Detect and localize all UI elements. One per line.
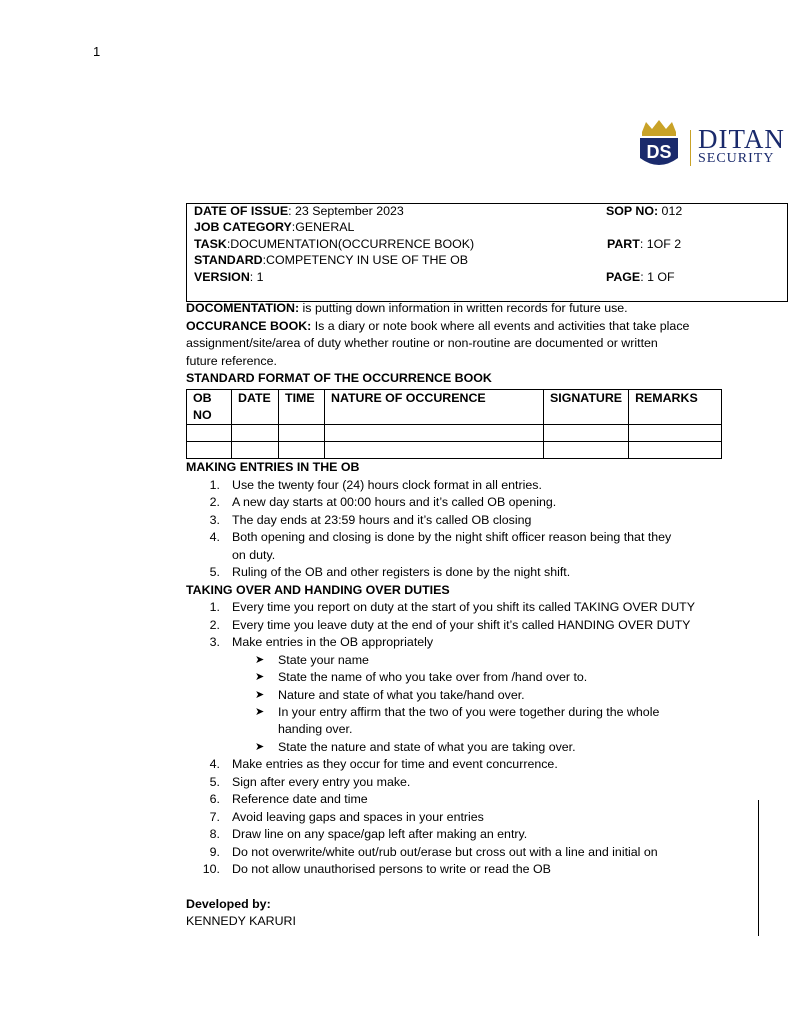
occurrence-book-definition-line-2: assignment/site/area of duty whether routine or non-routine are documented or written (186, 336, 658, 350)
sop-number: SOP NO: 012 (606, 204, 683, 218)
handing-over-heading: TAKING OVER AND HANDING OVER DUTIES (186, 583, 450, 597)
col-date: DATE (232, 390, 279, 425)
date-of-issue: DATE OF ISSUE: 23 September 2023 (194, 204, 404, 218)
table-title: STANDARD FORMAT OF THE OCCURRENCE BOOK (186, 371, 492, 385)
arrow-bullet-icon: ➤ (255, 654, 265, 666)
making-entries-heading: MAKING ENTRIES IN THE OB (186, 460, 360, 474)
col-nature: NATURE OF OCCURENCE (325, 390, 544, 425)
page-number: 1 (93, 44, 101, 59)
arrow-bullet-icon: ➤ (255, 706, 265, 718)
crown-shield-icon (636, 118, 682, 172)
arrow-bullet-icon: ➤ (255, 689, 265, 701)
col-signature: SIGNATURE (544, 390, 629, 425)
company-logo (636, 118, 785, 174)
col-ob-no: OB NO (187, 390, 232, 425)
ob-format-table (186, 389, 722, 459)
arrow-bullet-icon: ➤ (255, 671, 265, 683)
developer-name: KENNEDY KARURI (186, 914, 296, 928)
logo-name: DITAN (698, 124, 785, 154)
document-page: 1 DS DITAN SECURITY DATE OF ISSUE: 23 September 2023 SOP NO: 012 JOB CATEGORY:GENERAL TASK:DOCUMENTATION(OCCURRENCE BOOK) PART: 1OF 2 STANDARD:COMPETENCY IN USE OF THE OB VERSION: 1 PAGE: 1 OF DOCOMENTATION: is putting down information in written records for future use. OCCURANCE BOOK: Is a diary or note book where all events and activities that take place assignment/site/area of duty whether routine or non-routine are documented or written future reference. STANDARD FORMAT OF THE OCCURRENCE BOOK OB NO DATE TIME NATURE OF OCCURENCE SIGNATURE REMARKS MAKING ENTRIES IN THE OB 1. Use the twenty four (24) hours clock format in all entries. 2. A new day starts at 00:00 hours and it’s called OB opening. 3. The day ends at 23:59 hours and it’s called OB closing 4. Both opening and closing is done by the night shift officer reason being that they on duty. 5. Ruling of the OB and other registers is done by the night shift. TAKING OVER AND HANDING OVER DUTIES 1. Every time you report on duty at the start of you shift its called TAKING OVER DUTY 2. Every time you leave duty at the end of your shift it’s called HANDING OVER DUTY 3. Make entries in the OB appropriately ➤ State your name ➤ State the name of who you take over from /hand over to. ➤ Nature and state of what you take/hand over. ➤ In your entry affirm that the two of you were together during the whole handing over. ➤ State the nature and state of what you are taking over. 4. Make entries as they occur for time and event concurrence. 5. Sign after every entry you make. 6. Reference date and time 7. Avoid leaving gaps and spaces in your entries 8. Draw line on any space/gap left after making an entry. 9. Do not overwrite/white out/rub out/erase but cross out with a line and initial on 10. Do not allow unauthorised persons to write or read the OB Developed by: KENNEDY KARURI (0, 0, 768, 936)
occurrence-book-definition-line-3: future reference. (186, 354, 277, 368)
sop-header-box (186, 203, 788, 302)
version: VERSION: 1 (194, 270, 264, 284)
page-edge-line (758, 800, 759, 936)
logo-subtitle: SECURITY (698, 151, 775, 166)
svg-text:DS: DS (646, 142, 672, 162)
developer-label: Developed by: (186, 897, 271, 911)
table-row (187, 442, 722, 459)
occurrence-book-definition: OCCURANCE BOOK: Is a diary or note book where all events and activities that take place (186, 319, 690, 333)
standard: STANDARD:COMPETENCY IN USE OF THE OB (194, 253, 469, 267)
logo-divider (690, 130, 691, 166)
part: PART: 1OF 2 (607, 237, 682, 251)
col-time: TIME (279, 390, 325, 425)
job-category: JOB CATEGORY:GENERAL (194, 220, 355, 234)
blank-area (0, 936, 768, 1024)
table-header-row (187, 390, 722, 425)
page-of: PAGE: 1 OF (606, 270, 675, 284)
col-remarks: REMARKS (629, 390, 722, 425)
task: TASK:DOCUMENTATION(OCCURRENCE BOOK) (194, 237, 475, 251)
arrow-bullet-icon: ➤ (255, 741, 265, 753)
table-row (187, 425, 722, 442)
documentation-definition: DOCOMENTATION: is putting down information in written records for future use. (186, 301, 628, 315)
